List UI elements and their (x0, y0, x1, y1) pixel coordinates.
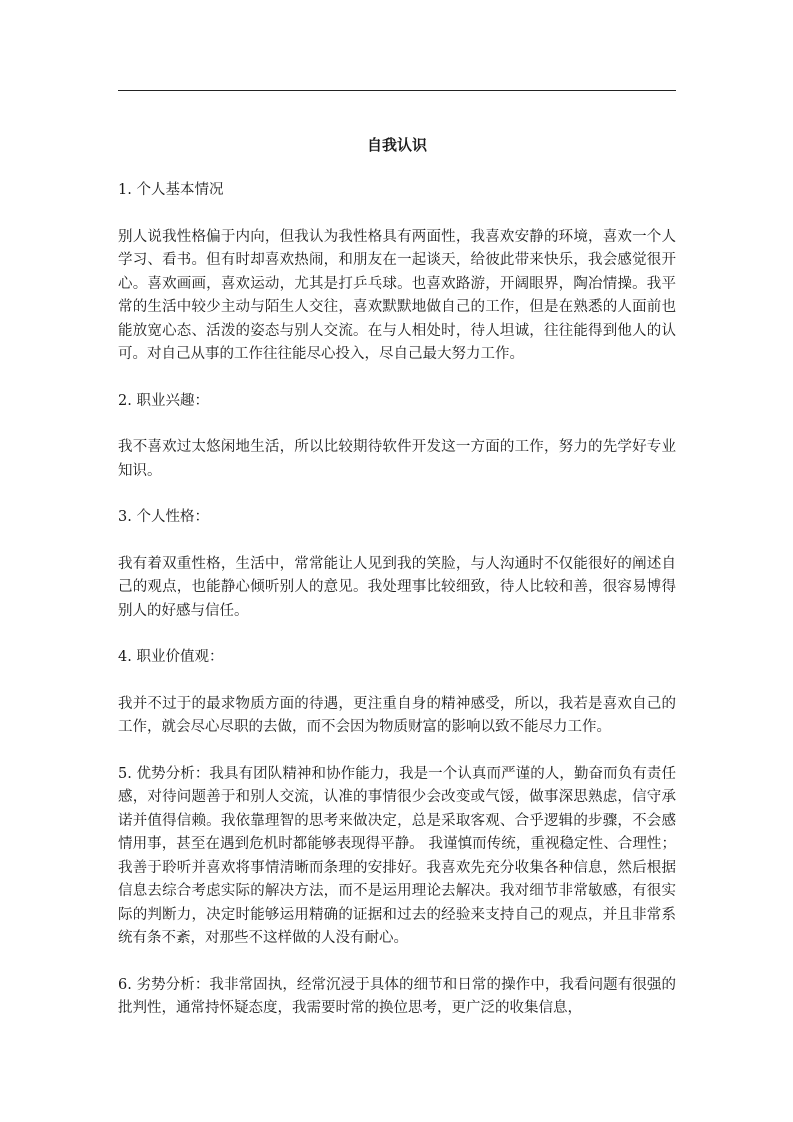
section-2-body: 我不喜欢过太悠闲地生活，所以比较期待软件开发这一方面的工作，努力的先学好专业知识。 (118, 439, 676, 479)
document-title: 自我认识 (366, 136, 427, 154)
section-4-heading: 4. 职业价值观： (118, 649, 224, 665)
document-body (118, 133, 676, 1044)
section-1-heading: 1. 个人基本情况 (118, 182, 224, 198)
section-2-heading: 2. 职业兴趣： (118, 392, 209, 409)
header-rule (118, 90, 676, 91)
section-3-body: 我有着双重性格，生活中，常常能让人见到我的笑脸，与人沟通时不仅能很好的阐述自己的观点，也能静心倾听别人的意见。我处理事比较细致，待人比较和善，很容易博得别人的好感与信任。 (118, 555, 676, 619)
section-1-body: 别人说我性格偏于内向，但我认为我性格具有两面性，我喜欢安静的环境，喜欢一个人学习、看书。但有时却喜欢热闹，和朋友在一起谈天，给彼此带来快乐，我会感觉很开心。喜欢画画，喜欢运动，尤其是打乒乓球。也喜欢路游，开阔眼界，陶冶情操。我平常的生活中较少主动与陌生人交往，喜欢默默地做自己的工作，但是在熟悉的人面前也能放宽心态、活泼的姿态与别人交流。在与人相处时，待人坦诚，往往能得到他人的认可。对自己从事的工作往往能尽心投入，尽自己最大努力工作。 (118, 228, 676, 362)
section-4-body: 我并不过于的最求物质方面的待遇，更注重自身的精神感受，所以，我若是喜欢自己的工作，就会尽心尽职的去做，而不会因为物质财富的影响以致不能尽力工作。 (118, 695, 676, 735)
section-6-body: 6. 劣势分析：我非常固执，经常沉浸于具体的细节和日常的操作中，我看问题有很强的批判性，通常持怀疑态度，我需要时常的换位思考，更广泛的收集信息， (118, 976, 676, 1016)
section-5-body: 5. 优势分析：我具有团队精神和协作能力，我是一个认真而严谨的人，勤奋而负有责任感，对待问题善于和别人交流，认准的事情很少会改变或气馁，做事深思熟虑，信守承诺并值得信赖。我依靠理智的思考来做决定，总是采取客观、合乎逻辑的步骤，不会感情用事，甚至在遇到危机时都能够表现得平静。 我谨慎而传统，重视稳定性、合理性；我善于聆听并喜欢将事情清晰而条理的安排好。我喜欢先充分收集各种信息，然后根据信息去综合考虑实际的解决方法，而不是运用理论去解决。我对细节非常敏感，有很实际的判断力，决定时能够运用精确的证据和过去的经验来支持自己的观点，并且非常系统有条不紊，对那些不这样做的人没有耐心。 (118, 765, 676, 946)
section-3-heading: 3. 个人性格： (118, 509, 209, 525)
